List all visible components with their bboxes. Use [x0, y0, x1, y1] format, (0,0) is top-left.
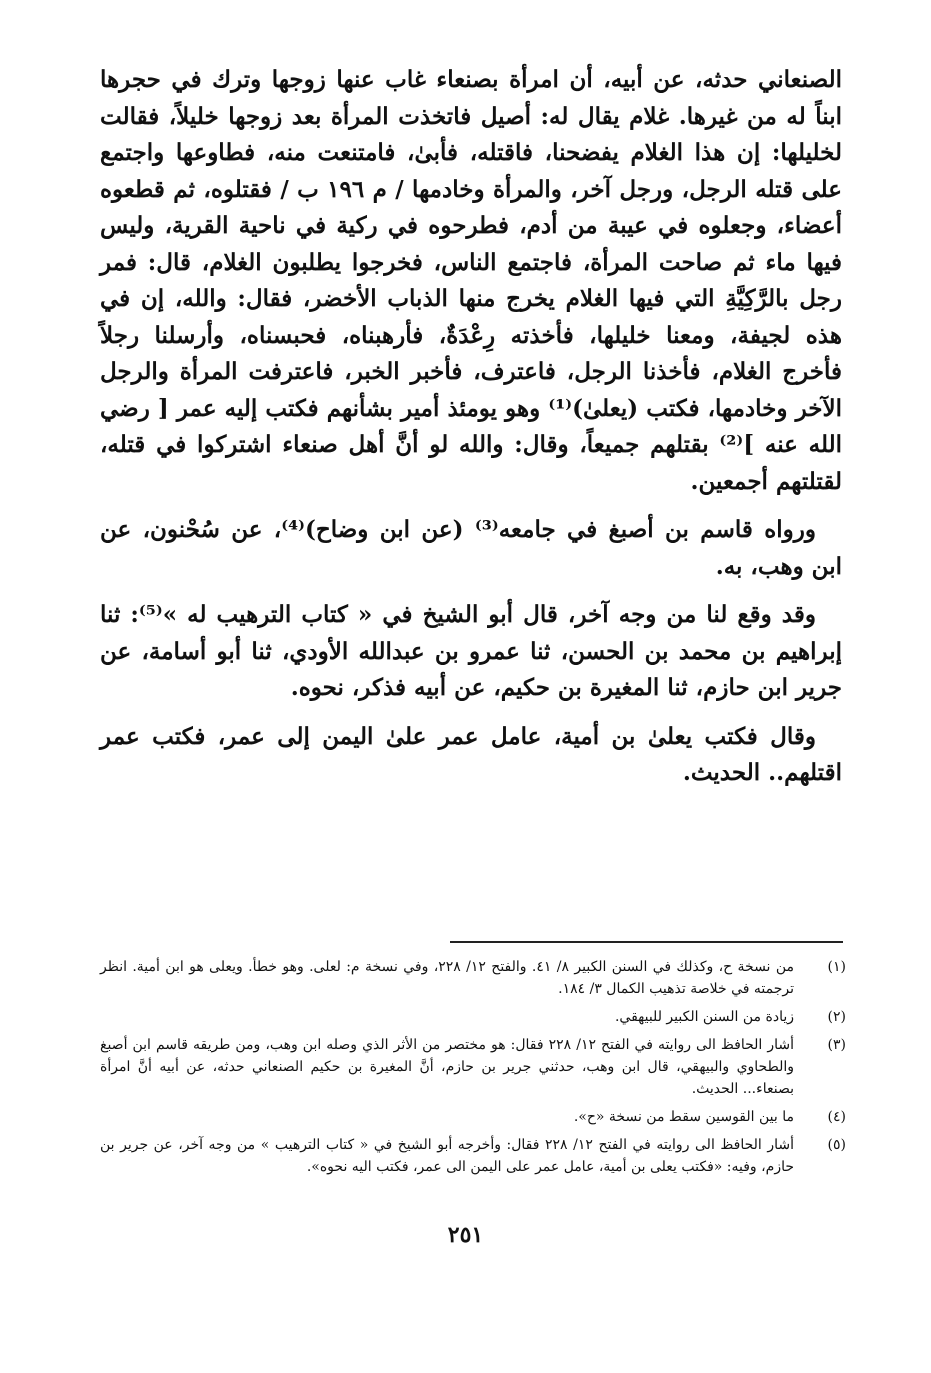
footnote-text: أشار الحافظ الى روايته في الفتح ١٢/ ٢٢٨ فقال: وأخرجه أبو الشيخ في « كتاب الترهيب » من وجه آخر، عن جرير بن حازم، وفيه: «فكتب يعلى بن أمية، عامل عمر على اليمن الى عمر، فكتب اليه نحوه».: [100, 1137, 795, 1175]
body-paragraph-3: وقد وقع لنا من وجه آخر، قال أبو الشيخ في « كتاب الترهيب له »⁽⁵⁾: ثنا إبراهيم بن محمد بن الحسن، ثنا عمرو بن عبدالله الأودي، ثنا أبو أسامة، عن جرير ابن حازم، ثنا المغيرة بن حكيم، عن أبيه فذكر، نحوه.: [100, 601, 842, 701]
footnote-number: (١): [827, 959, 846, 975]
footnote-text: من نسخة ح، وكذلك في السنن الكبير ٨/ ٤١. والفتح ١٢/ ٢٢٨، وفي نسخة م: لعلى. وهو خطأ. ويعلى هو ابن أمية. انظر ترجمته في خلاصة تذهيب الكمال ٣/ ١٨٤.: [100, 959, 794, 997]
body-paragraph-2: ورواه قاسم بن أصبغ في جامعه⁽³⁾ (عن ابن وضاح)⁽⁴⁾، عن سُحْنون، عن ابن وهب، به.: [100, 516, 842, 580]
footnote-2: [100, 1006, 846, 1028]
body-paragraph-1: الصنعاني حدثه، عن أبيه، أن امرأة بصنعاء غاب عنها زوجها وترك في حجرها ابناً له من غيرها. غلام يقال له: أصيل فاتخذت المرأة بعد زوجها خليلاً، فقالت لخليلها: إن هذا الغلام يفضحنا، فاقتله، فأبىٰ، فامتنعت منه، فطاوعها واجتمع على قتله الرجل، ورجل آخر، والمرأة وخادمها / م ١٩٦ ب / فقتلوه، ثم قطعوه أعضاء، وجعلوه في عيبة من أدم، فطرحوه في ركية في ناحية القرية، وليس فيها ماء ثم صاحت المرأة، فاجتمع الناس، فخرجوا يطلبون الغلام، قال: فمر رجل بالرَّكِيَّةِ التي فيها الغلام يخرج منها الذباب الأخضر، فقال: والله، إن في هذه لجيفة، ومعنا خليلها، فأخذته رِعْدَةٌ، فأرهبناه، فحبسناه، وأرسلنا رجلاً فأخرج الغلام، فأخذنا الرجل، فاعترف، فأخبر الخبر، فاعترفت المرأة والرجل الآخر وخادمها، فكتب (يعلىٰ)⁽¹⁾ وهو يومئذ أمير بشأنهم فكتب إليه عمر [ رضي الله عنه ]⁽²⁾ بقتلهم جميعاً، وقال: والله لو أنَّ أهل صنعاء اشتركوا في قتله، لقتلتهم أجمعين.: [100, 66, 842, 495]
footnotes-block: [100, 956, 846, 1184]
main-text-block: [100, 62, 842, 804]
footnote-text: أشار الحافظ الى روايته في الفتح ١٢/ ٢٢٨ فقال: هو مختصر من الأثر الذي وصله ابن وهب، ومن طريقه قاسم ابن أصبغ والطحاوي والبيهقي، قال ابن وهب، حدثني جرير بن حازم، أنَّ المغيرة بن حكيم الصنعاني حدثه، عن أبيه أنَّ امرأة بصنعاء... الحديث.: [100, 1037, 795, 1097]
footnote-number: (٢): [827, 1009, 846, 1025]
footnote-5: [100, 1134, 846, 1178]
footnote-number: (٣): [827, 1037, 846, 1053]
page-number: ٢٥١: [447, 1222, 484, 1248]
footnote-separator-rule: [450, 941, 843, 943]
footnote-3: [100, 1034, 846, 1100]
footnote-4: [100, 1106, 846, 1128]
footnote-text: ما بين القوسين سقط من نسخة «ح».: [573, 1109, 794, 1125]
footnote-1: [100, 956, 846, 1000]
body-paragraph-4: وقال فكتب يعلىٰ بن أمية، عامل عمر علىٰ اليمن إلى عمر، فكتب عمر اقتلهم.. الحديث.: [100, 722, 842, 786]
footnote-text: زيادة من السنن الكبير للبيهقي.: [614, 1009, 794, 1025]
footnote-number: (٥): [827, 1137, 846, 1153]
footnote-number: (٤): [827, 1109, 846, 1125]
